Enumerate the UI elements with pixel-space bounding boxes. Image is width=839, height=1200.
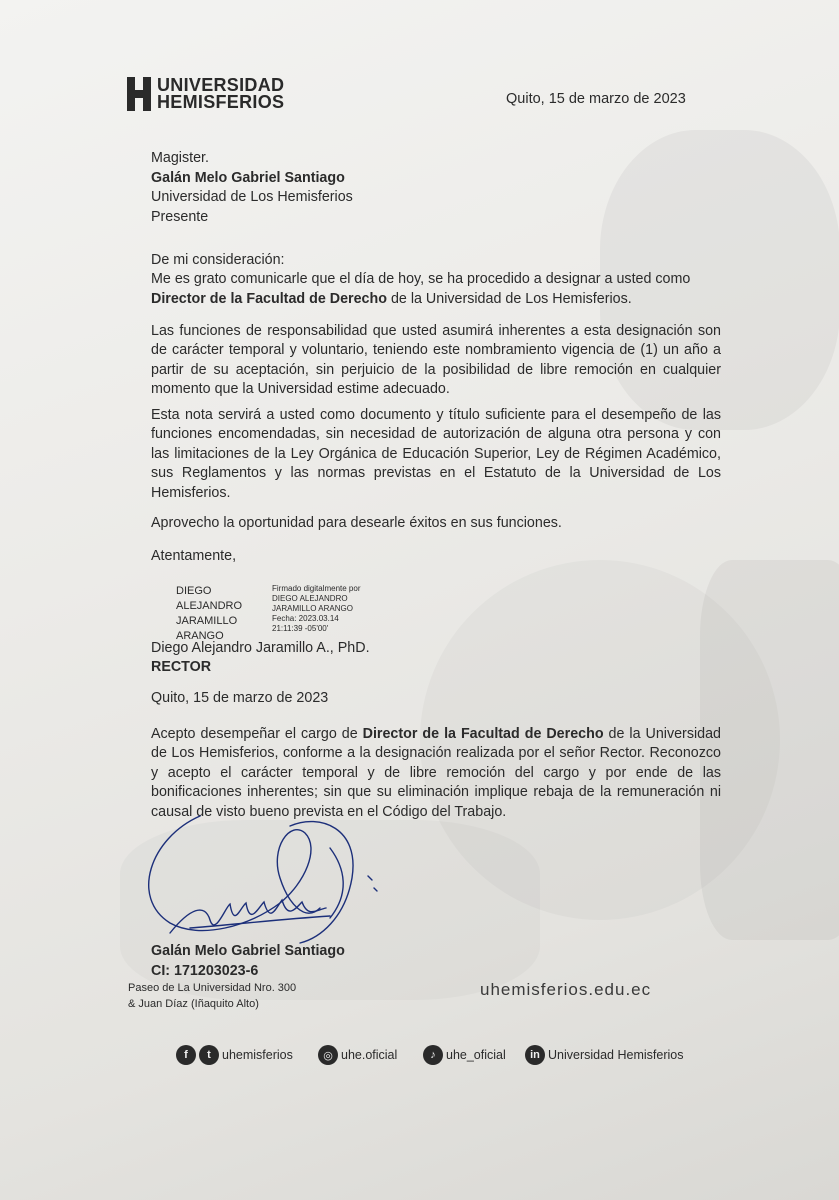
handwritten-signature [130, 808, 390, 958]
social-facebook-twitter [176, 1045, 293, 1065]
social-label: uhe_oficial [446, 1048, 506, 1062]
social-tiktok [423, 1045, 506, 1065]
paragraph-responsibilities: Las funciones de responsabilidad que usted asumirá inherentes a esta designación son de carácter temporal y voluntario, teniendo este nombramiento vigencia de (1) un año a partir de su aceptación, sin perjuicio de la posibilidad de libre remoción en cualquier momento que la Universidad estime adecuado. [151, 323, 721, 398]
social-instagram [318, 1045, 397, 1065]
recipient-block [151, 149, 353, 227]
paragraph-authority: Esta nota servirá a usted como documento y título suficiente para el desempeño de las funciones encomendadas, sin necesidad de autorización de alguna otra persona y con las limitaciones de la Ley Orgánica de Educación Superior, Ley de Régimen Académico, sus Reglamentos y las normas previstas en el Estatuto de la Universidad de Los Hemisferios. [151, 407, 721, 501]
acceptance-paragraph: Acepto desempeñar el cargo de Director de la Facultad de Derecho de la Universidad de Los Hemisferios, conforme a la designación realizada por el señor Rector. Reconozco y acepto el carácter temporal y de libre remoción del cargo y por ende de las bonificaciones inherentes; sin que su eliminación implique rebaja de la remuneración ni causal de visto bueno prevista en el Código del Trabajo. [151, 726, 721, 820]
university-logo [127, 77, 284, 111]
linkedin-icon: in [525, 1045, 545, 1065]
recipient-institution: Universidad de Los Hemisferios [151, 189, 353, 205]
greeting-paragraph [151, 251, 721, 309]
footer-website: uhemisferios.edu.ec [480, 980, 652, 999]
twitter-icon: t [199, 1045, 219, 1065]
digital-signature: DIEGO ALEJANDRO JARAMILLO ARANGO Firmado digitalmente por DIEGO ALEJANDRO JARAMILLO ARANGO Fecha: 2023.03.14 21:11:39 -05'00' [176, 584, 361, 642]
greeting: De mi consideración: [151, 252, 285, 268]
h-logo-icon [127, 77, 153, 111]
paragraph-wishes: Aprovecho la oportunidad para desearle éxitos en sus funciones. [151, 515, 562, 531]
tiktok-icon: ♪ [423, 1045, 443, 1065]
facebook-icon: f [176, 1045, 196, 1065]
logo-line-1: UNIVERSIDAD [157, 75, 285, 95]
instagram-icon: ◎ [318, 1045, 338, 1065]
closing: Atentamente, [151, 548, 237, 564]
intro-text: Me es grato comunicarle que el día de hoy, se ha procedido a designar a usted como Director de la Facultad de Derecho de la Universidad de Los Hemisferios. [151, 271, 691, 307]
designated-position: Director de la Facultad de Derecho [151, 290, 387, 307]
social-label: uhemisferios [222, 1048, 293, 1062]
rector-title: RECTOR [151, 659, 212, 675]
acceptance-date: Quito, 15 de marzo de 2023 [151, 690, 329, 706]
signer-name: Galán Melo Gabriel Santiago [151, 943, 345, 959]
recipient-title: Magister. [151, 150, 210, 166]
logo-line-2: HEMISFERIOS [157, 92, 285, 112]
rector-name: Diego Alejandro Jaramillo A., PhD. [151, 640, 370, 656]
footer-address: Paseo de La Universidad Nro. 300 & Juan Díaz (Iñaquito Alto) [128, 982, 297, 1010]
social-label: Universidad Hemisferios [548, 1048, 684, 1062]
recipient-name: Galán Melo Gabriel Santiago [151, 169, 345, 186]
recipient-presente: Presente [151, 208, 209, 225]
social-linkedin [525, 1045, 683, 1065]
accepted-position: Director de la Facultad de Derecho [362, 726, 604, 742]
social-label: uhe.oficial [341, 1048, 398, 1062]
signer-id: CI: 171203023-6 [151, 963, 259, 979]
letter-date: Quito, 15 de marzo de 2023 [506, 91, 686, 107]
